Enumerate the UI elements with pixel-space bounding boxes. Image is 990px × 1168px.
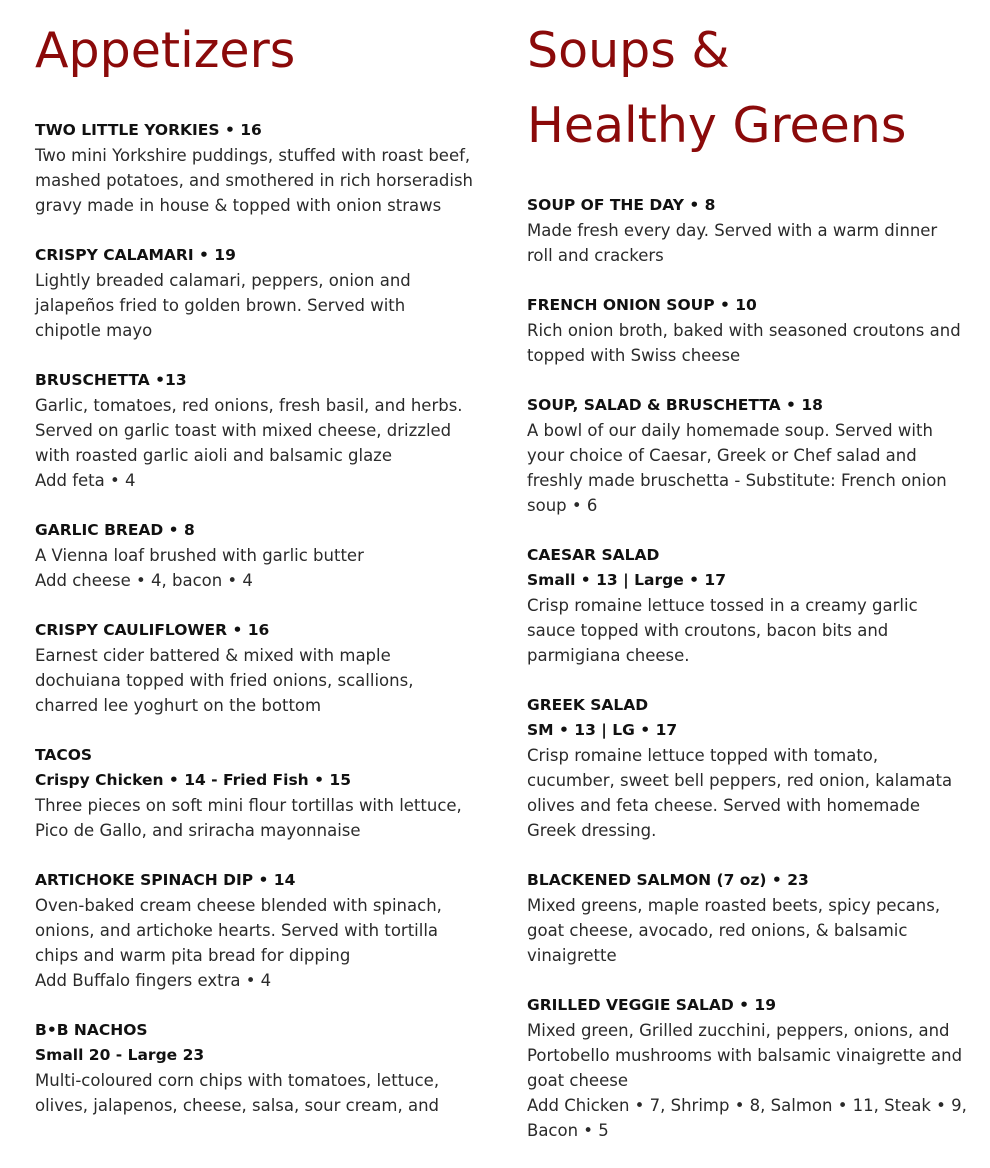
item-title: CRISPY CALAMARI • 19	[35, 246, 236, 264]
menu-item-greek-salad	[527, 693, 967, 843]
item-title: GARLIC BREAD • 8	[35, 521, 195, 539]
appetizers-list	[35, 118, 475, 1118]
item-description: Mixed green, Grilled zucchini, peppers, onions, and Portobello mushrooms with balsamic vinaigrette and goat cheese	[527, 1021, 963, 1090]
item-subtitle: Small 20 - Large 23	[35, 1046, 205, 1064]
appetizers-column	[35, 0, 475, 1143]
item-title: BRUSCHETTA •13	[35, 371, 187, 389]
item-addon: Add Buffalo fingers extra • 4	[35, 971, 272, 990]
item-description: Two mini Yorkshire puddings, stuffed with roast beef, mashed potatoes, and smothered in rich horseradish gravy made in house & topped with onion straws	[35, 146, 473, 215]
soups-column	[527, 0, 967, 1168]
item-description: Garlic, tomatoes, red onions, fresh basil, and herbs. Served on garlic toast with mixed cheese, drizzled with roasted garlic aioli and balsamic glaze	[35, 396, 463, 465]
menu-item-bb-nachos	[35, 1018, 475, 1118]
soups-heading	[527, 13, 967, 163]
menu-item-french-onion-soup	[527, 293, 967, 368]
item-title: ARTICHOKE SPINACH DIP • 14	[35, 871, 296, 889]
item-addon: Add cheese • 4, bacon • 4	[35, 571, 253, 590]
item-description: Multi-coloured corn chips with tomatoes, lettuce, olives, jalapenos, cheese, salsa, sour cream, and	[35, 1071, 440, 1115]
soups-heading-line2: Healthy Greens	[527, 97, 907, 154]
soups-list	[527, 193, 967, 1143]
item-title: TACOS	[35, 746, 93, 764]
appetizers-heading: Appetizers	[35, 22, 296, 79]
item-subtitle: Small • 13 | Large • 17	[527, 571, 726, 589]
menu-item-crispy-calamari	[35, 243, 475, 343]
item-description: Crisp romaine lettuce tossed in a creamy garlic sauce topped with croutons, bacon bits and parmigiana cheese.	[527, 596, 918, 665]
item-description: Oven-baked cream cheese blended with spinach, onions, and artichoke hearts. Served with tortilla chips and warm pita bread for dipping	[35, 896, 442, 965]
item-subtitle: SM • 13 | LG • 17	[527, 721, 678, 739]
item-description: Three pieces on soft mini flour tortillas with lettuce, Pico de Gallo, and sriracha mayonnaise	[35, 796, 462, 840]
menu-item-grilled-veggie-salad	[527, 993, 967, 1143]
item-subtitle: Crispy Chicken • 14 - Fried Fish • 15	[35, 771, 351, 789]
menu-item-soup-salad-bruschetta	[527, 393, 967, 518]
menu-item-artichoke-spinach-dip	[35, 868, 475, 993]
item-title: GREEK SALAD	[527, 696, 649, 714]
item-description: Made fresh every day. Served with a warm dinner roll and crackers	[527, 221, 938, 265]
item-description: A bowl of our daily homemade soup. Served with your choice of Caesar, Greek or Chef salad and freshly made bruschetta - Substitute: French onion soup • 6	[527, 421, 947, 515]
item-addon: Add feta • 4	[35, 471, 136, 490]
menu-item-tacos	[35, 743, 475, 843]
item-title: GRILLED VEGGIE SALAD • 19	[527, 996, 776, 1014]
item-title: B•B NACHOS	[35, 1021, 148, 1039]
menu-item-caesar-salad	[527, 543, 967, 668]
soups-heading-line1: Soups &	[527, 22, 730, 79]
item-title: FRENCH ONION SOUP • 10	[527, 296, 757, 314]
menu-item-soup-of-the-day	[527, 193, 967, 268]
item-title: TWO LITTLE YORKIES • 16	[35, 121, 262, 139]
item-title: BLACKENED SALMON (7 oz) • 23	[527, 871, 809, 889]
item-description: Rich onion broth, baked with seasoned croutons and topped with Swiss cheese	[527, 321, 961, 365]
item-description: Earnest cider battered & mixed with maple dochuiana topped with fried onions, scallions, charred lee yoghurt on the bottom	[35, 646, 414, 715]
item-description: Lightly breaded calamari, peppers, onion and jalapeños fried to golden brown. Served with chipotle mayo	[35, 271, 411, 340]
item-description: Crisp romaine lettuce topped with tomato, cucumber, sweet bell peppers, red onion, kalamata olives and feta cheese. Served with homemade Greek dressing.	[527, 746, 953, 840]
item-title: SOUP OF THE DAY • 8	[527, 196, 716, 214]
item-description: A Vienna loaf brushed with garlic butter	[35, 546, 364, 565]
menu-item-two-little-yorkies	[35, 118, 475, 218]
item-title: SOUP, SALAD & BRUSCHETTA • 18	[527, 396, 823, 414]
item-description: Mixed greens, maple roasted beets, spicy pecans, goat cheese, avocado, red onions, & balsamic vinaigrette	[527, 896, 941, 965]
menu-item-blackened-salmon	[527, 868, 967, 968]
item-addon: Add Chicken • 7, Shrimp • 8, Salmon • 11, Steak • 9, Bacon • 5	[527, 1096, 967, 1140]
item-title: CRISPY CAULIFLOWER • 16	[35, 621, 270, 639]
menu-item-garlic-bread	[35, 518, 475, 593]
menu-item-bruschetta	[35, 368, 475, 493]
menu-item-crispy-cauliflower	[35, 618, 475, 718]
item-title: CAESAR SALAD	[527, 546, 660, 564]
